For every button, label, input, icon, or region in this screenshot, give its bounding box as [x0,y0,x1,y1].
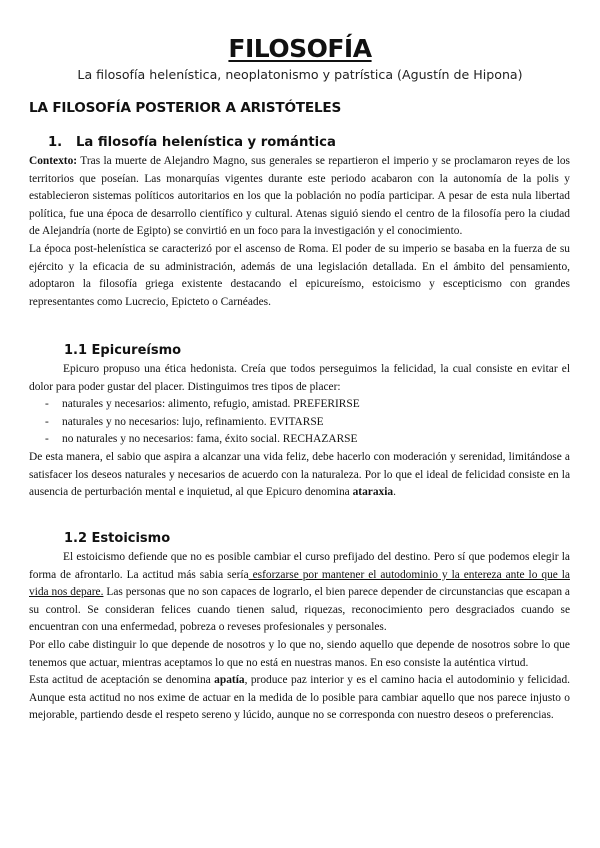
estoicismo-paragraph-1: El estoicismo defiende que no es posible cambiar el curso prefijado del destino. Pero sí que podemos elegir la forma de afrontarlo. La actitud más sabia sería esforzarse por mantener el autodominio y la entereza ante lo que la vida nos depare. Las personas que no son capaces de lograrlo, el bien parece depender de circunstancias que escapan a su control. Se consideran felices cuando tienen salud, riquezas, reconocimiento pero desgraciados cuando se encuentran con una enfermedad, pobreza o reveses profesionales y personales. [29,551,570,634]
context-paragraph [29,153,570,241]
epicureismo-heading: 1.1 Epicureísmo [64,343,182,358]
list-item: - naturales y no necesarios: lujo, refinamiento. EVITARSE [45,415,324,428]
estoicismo-heading: 1.2 Estoicismo [64,531,171,546]
page-subtitle: La filosofía helenística, neoplatonismo y patrística (Agustín de Hipona) [77,67,523,82]
epicureismo-closing: De esta manera, el sabio que aspira a alcanzar una vida feliz, debe hacerlo con moderación y serenidad, limitándose a satisfacer los deseos naturales y necesarios de acuerdo con la naturaleza. Por lo que el ideal de felicidad consiste en la ausencia de perturbación mental e inquietud, al que Epicuro denomina ataraxia. [29,450,570,499]
subsection-heading-text: La filosofía helenística y romántica [75,135,336,150]
estoicismo-block [29,549,570,725]
underlined-phrase: esforzarse por mantener el autodominio y la entereza ante lo que la vida nos depare. [29,568,570,599]
list-item: - naturales y necesarios: alimento, refugio, amistad. PREFERIRSE [45,398,360,411]
list-item: - no naturales y no necesarios: fama, éxito social. RECHAZARSE [45,433,358,446]
context-block [29,153,570,311]
subsection-number: 1. [48,135,63,150]
subsection-heading-1 [48,135,336,150]
pleasure-list [29,396,570,449]
estoicismo-paragraph-3: Esta actitud de aceptación se denomina apatía, produce paz interior y es el camino hacia el autodominio y felicidad. Aunque esta actitud no nos exime de actuar en la medida de lo posible para cambiar aquello que nos parece injusto o mejorable, partiendo desde el respeto sereno y lúcido, aunque no se corresponda con nuestro deseos o preferencias. [29,674,570,722]
page-title: FILOSOFÍA [228,34,372,63]
epicureismo-block [29,361,570,502]
epicureismo-intro: Epicuro propuso una ética hedonista. Creía que todos perseguimos la felicidad, la cual consiste en evitar el dolor para poder gustar del placer. Distinguimos tres tipos de placer: [29,363,570,393]
section-title: LA FILOSOFÍA POSTERIOR A ARISTÓTELES [29,100,342,116]
ataraxia-term: ataraxia [352,486,394,499]
apatia-term: apatía [214,674,245,687]
roman-paragraph: La época post-helenística se caracterizó por el ascenso de Roma. El poder de su imperio se basaba en la fuerza de su ejército y la eficacia de su administración, además de una legislación detallada. En el ámbito del pensamiento, adoptaron la filosofía griega existente destacando el epicureísmo, estoicismo y escepticismo con grandes representantes como Lucrecio, Epicteto o Carnéades. [29,242,570,308]
context-label: Contexto: [29,155,78,167]
context-text: Tras la muerte de Alejandro Magno, sus generales se repartieron el imperio y se proclamaron reyes de los territorios que poseían. Las monarquías vigentes durante este periodo acabaron con la autonomía de la polis y establecieron sistemas políticos autoritarios en los que la población no podía participar. A pesar de esta nula libertad política, fue una época de desarrollo científico y cultural. Atenas siguió siendo el centro de la filosofía pero la ciudad de Alejandría (norte de Egipto) se convirtió en un foco para la investigación y el conocimiento. [29,155,570,238]
estoicismo-paragraph-2: Por ello cabe distinguir lo que depende de nosotros y lo que no, siendo aquello que depende de nosotros sobre lo que tenemos que actuar, mientras aceptamos lo que no está en nuestras manos. En eso consiste la auténtica virtud. [29,638,570,669]
